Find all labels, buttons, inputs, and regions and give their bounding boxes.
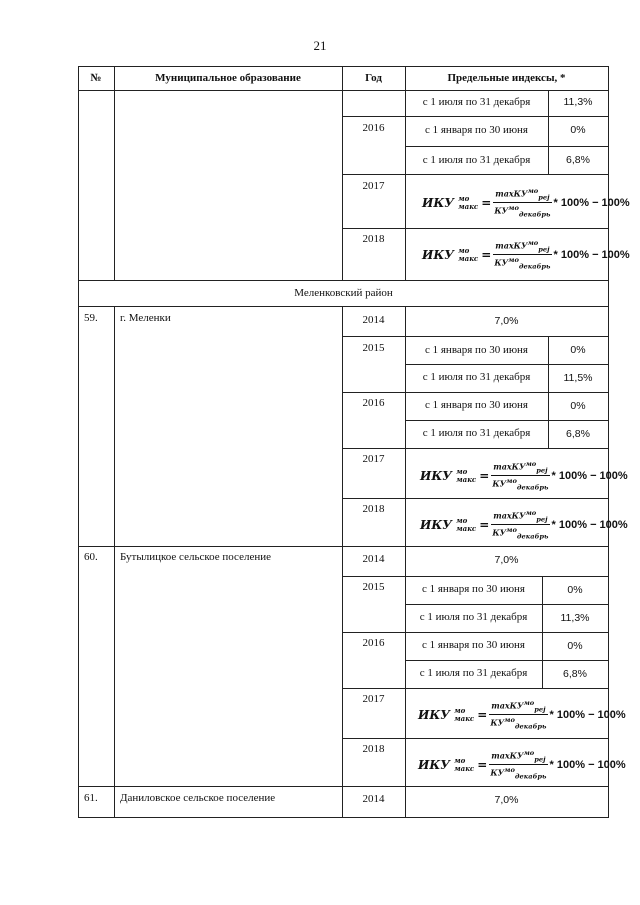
period-cell: с 1 января по 30 июня	[421, 583, 525, 595]
index-value: 0%	[570, 344, 586, 356]
header-index: Предельные индексы, *	[447, 72, 566, 84]
year-cell: 2015	[362, 581, 385, 593]
year-cell: 2017	[362, 693, 385, 705]
district-heading: Меленковский район	[294, 287, 393, 299]
tariff-index-table	[78, 66, 630, 818]
index-formula: ИКУ мо макс = $\frac{\max КУ^{мо}_{pej}}{КУ^{мо}_{декабрь}}$ * 100% − 100%	[420, 509, 628, 541]
year-cell: 2017	[362, 453, 385, 465]
row-number: 61.	[84, 792, 98, 804]
index-value: 0%	[570, 400, 586, 412]
year-cell: 2017	[362, 180, 385, 192]
period-cell: с 1 июля по 31 декабря	[422, 154, 531, 166]
year-cell: 2016	[362, 637, 385, 649]
year-cell: 2016	[362, 397, 385, 409]
municipality-name: г. Меленки	[120, 312, 171, 324]
period-cell: с 1 июля по 31 декабря	[419, 667, 528, 679]
period-cell: с 1 июля по 31 декабря	[422, 96, 531, 108]
index-value: 7,0%	[494, 315, 519, 327]
row-number: 60.	[84, 551, 98, 563]
period-cell: с 1 июля по 31 декабря	[422, 371, 531, 383]
period-cell: с 1 июля по 31 декабря	[422, 427, 531, 439]
index-value: 6,8%	[566, 154, 590, 166]
row-number: 59.	[84, 312, 98, 324]
index-value: 0%	[567, 584, 583, 596]
year-cell: 2014	[362, 793, 385, 805]
index-value: 11,3%	[560, 612, 590, 624]
index-formula: ИКУ мо макс = $\frac{\max КУ^{мо}_{pej}}{КУ^{мо}_{декабрь}}$ * 100% − 100%	[418, 749, 626, 781]
header-no: №	[90, 72, 102, 84]
index-value: 6,8%	[566, 428, 590, 440]
index-formula: ИКУ мо макс = $\frac{\max КУ^{мо}_{pej}}{КУ^{мо}_{декабрь}}$ * 100% − 100%	[422, 239, 630, 271]
period-cell: с 1 января по 30 июня	[424, 124, 528, 136]
index-value: 0%	[570, 124, 586, 136]
index-formula: ИКУ мо макс = $\frac{\max КУ^{мо}_{pej}}{КУ^{мо}_{декабрь}}$ * 100% − 100%	[418, 699, 626, 731]
table-border-top	[78, 66, 609, 67]
year-cell: 2015	[362, 342, 385, 354]
header-divider	[78, 90, 609, 91]
index-value: 7,0%	[494, 794, 519, 806]
period-cell: с 1 июля по 31 декабря	[419, 611, 528, 623]
header-year: Год	[365, 72, 382, 84]
index-value: 6,8%	[563, 668, 587, 680]
index-formula: ИКУ мо макс = $\frac{\max КУ^{мо}_{pej}}{КУ^{мо}_{декабрь}}$ * 100% − 100%	[420, 460, 628, 492]
year-cell: 2018	[362, 233, 385, 245]
index-formula: ИКУ мо макс = $\frac{\max КУ^{мо}_{pej}}{КУ^{мо}_{декабрь}}$ * 100% − 100%	[422, 187, 630, 219]
header-municipality: Муниципальное образование	[155, 72, 301, 84]
period-cell: с 1 января по 30 июня	[421, 639, 525, 651]
index-value: 11,5%	[563, 372, 593, 384]
index-value: 11,3%	[563, 96, 593, 108]
year-cell: 2016	[362, 122, 385, 134]
table-border-bottom	[78, 817, 609, 818]
page-number: 21	[313, 38, 327, 53]
municipality-name: Даниловское сельское поселение	[120, 792, 276, 804]
year-cell: 2014	[362, 553, 385, 565]
year-cell: 2018	[362, 503, 385, 515]
period-cell: с 1 января по 30 июня	[424, 399, 528, 411]
table-border-left	[78, 66, 79, 818]
index-value: 0%	[567, 640, 583, 652]
year-cell: 2018	[362, 743, 385, 755]
municipality-name: Бутылицкое сельское поселение	[120, 551, 271, 563]
year-cell: 2014	[362, 314, 385, 326]
period-cell: с 1 января по 30 июня	[424, 344, 528, 356]
index-value: 7,0%	[494, 554, 519, 566]
